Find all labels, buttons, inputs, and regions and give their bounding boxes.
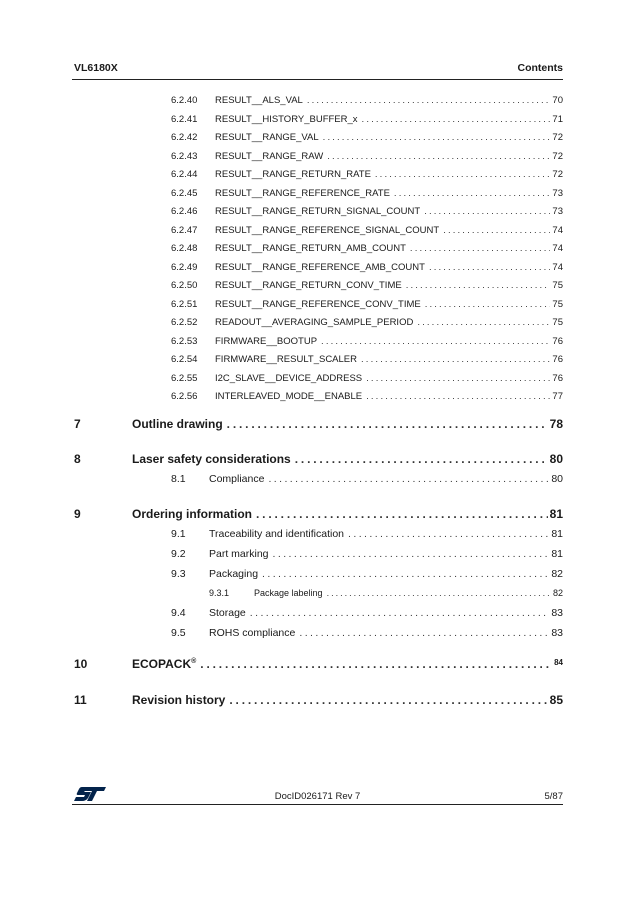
dot-leader [250,607,550,619]
header-divider [72,79,563,80]
toc-number: 6.2.45 [171,187,198,199]
toc-number: 6.2.52 [171,317,198,328]
toc-title [132,657,200,671]
toc-title: RESULT__ALS_VAL [215,95,303,106]
toc-title: Traceability and identification [209,528,345,540]
toc-page: 85 [549,693,563,707]
toc-number: 6.2.46 [171,206,198,217]
footer-divider [72,804,563,805]
toc-number: 9.2 [171,548,186,560]
dot-leader [362,114,551,125]
toc-page: 74 [552,243,563,254]
dot-leader [229,693,547,707]
dot-leader [417,317,550,328]
toc-entry[interactable] [171,188,563,202]
dot-leader [327,588,551,598]
dot-leader [307,95,551,106]
toc-chapter-8[interactable] [74,452,563,469]
dot-leader [375,169,551,180]
toc-page: 73 [552,206,563,217]
toc-title: Packaging [209,568,259,580]
toc-number: 9 [74,507,81,521]
dot-leader [366,391,550,402]
toc-page: 74 [552,261,563,273]
toc-number: 6.2.44 [171,169,198,180]
toc-entry[interactable] [171,280,563,294]
toc-number: 11 [74,693,87,707]
dot-leader [429,262,550,273]
dot-leader [200,657,552,671]
toc-title: FIRMWARE__RESULT_SCALER [215,354,358,365]
toc-title: I2C_SLAVE__DEVICE_ADDRESS [215,372,363,384]
toc-page: 76 [552,354,563,365]
toc-entry[interactable] [171,169,563,183]
toc-number: 6.2.56 [171,391,198,402]
toc-number: 6.2.47 [171,224,198,236]
toc-entry[interactable] [171,336,563,350]
toc-page: 83 [551,607,563,619]
dot-leader [227,417,548,431]
toc-number: 6.2.42 [171,132,198,143]
toc-entry[interactable] [171,206,563,220]
toc-title: Storage [209,607,246,619]
dot-leader [348,528,549,540]
dot-leader [299,627,549,639]
toc-page: 84 [554,658,563,667]
toc-page: 78 [549,417,563,431]
dot-leader [361,354,550,365]
toc-page: 72 [552,169,563,180]
document-id: DocID026171 Rev 7 [274,791,361,802]
toc-page: 70 [552,95,563,106]
toc-entry[interactable] [171,243,563,257]
dot-leader [366,373,550,384]
toc-number: 6.2.50 [171,280,198,291]
registered-mark: ® [191,658,197,665]
toc-entry[interactable] [171,373,563,387]
toc-page: 72 [552,150,563,162]
toc-page: 81 [551,548,563,560]
toc-number: 6.2.48 [171,243,198,254]
toc-title: Revision history [132,693,226,707]
toc-title: Ordering information [132,507,252,521]
toc-entry[interactable] [171,114,563,128]
toc-title: FIRMWARE__BOOTUP [215,335,318,347]
toc-number: 6.2.40 [171,95,198,106]
dot-leader [323,132,551,143]
toc-number: 9.1 [171,528,186,540]
toc-chapter-9[interactable] [74,507,563,524]
toc-page: 76 [552,372,563,384]
toc-chapter-7[interactable] [74,417,563,434]
dot-leader [443,225,550,236]
toc-title: RESULT__RANGE_RETURN_SIGNAL_COUNT [215,206,421,217]
toc-page: 80 [551,473,563,485]
toc-entry[interactable] [171,299,563,313]
toc-page: 81 [551,528,563,540]
toc-number: 10 [74,657,88,671]
dot-leader [321,336,550,347]
toc-title: INTERLEAVED_MODE__ENABLE [215,391,363,402]
toc-title: RESULT__RANGE_RAW [215,150,324,162]
toc-section-9-1[interactable] [171,528,563,543]
section-name: Contents [517,62,563,74]
toc-chapter-10[interactable] [74,657,563,674]
toc-number: 9.5 [171,627,186,639]
toc-number: 6.2.43 [171,150,198,162]
toc-entry[interactable] [171,262,563,276]
toc-page: 73 [552,187,563,199]
toc-title: Outline drawing [132,417,223,431]
toc-title: RESULT__RANGE_RETURN_AMB_COUNT [215,243,406,254]
toc-entry[interactable] [171,391,563,405]
toc-page: 75 [552,298,563,310]
toc-title: RESULT__HISTORY_BUFFER_x [215,113,358,125]
dot-leader [410,243,551,254]
toc-number: 9.4 [171,607,186,619]
toc-title: RESULT__RANGE_REFERENCE_RATE [215,187,390,199]
toc-title: Laser safety considerations [132,452,291,466]
toc-number: 9.3.1 [209,588,230,598]
toc-chapter-11[interactable] [74,693,563,710]
toc-number: 6.2.49 [171,261,198,273]
dot-leader [256,507,548,521]
toc-entry[interactable] [171,354,563,368]
toc-entry[interactable] [171,225,563,239]
dot-leader [394,188,551,199]
toc-number: 7 [74,417,81,431]
dot-leader [295,452,548,466]
toc-title: Part marking [209,548,269,560]
toc-page: 74 [552,224,563,236]
toc-title: RESULT__RANGE_REFERENCE_AMB_COUNT [215,261,425,273]
document-name: VL6180X [74,62,118,74]
toc-page: 75 [552,280,563,291]
dot-leader [406,280,551,291]
toc-title: RESULT__RANGE_RETURN_CONV_TIME [215,280,402,291]
toc-page: 71 [552,113,563,125]
toc-number: 6.2.55 [171,372,198,384]
dot-leader [424,206,550,217]
toc-number: 8 [74,452,81,466]
toc-page: 82 [552,588,563,598]
toc-number: 6.2.41 [171,113,198,125]
toc-number: 6.2.51 [171,298,198,310]
toc-number: 8.1 [171,473,186,485]
toc-title: RESULT__RANGE_REFERENCE_CONV_TIME [215,298,421,310]
dot-leader [327,151,550,162]
toc-title: RESULT__RANGE_VAL [215,132,319,143]
dot-leader [273,548,550,560]
toc-section-9-2[interactable] [171,548,563,563]
dot-leader [268,473,549,485]
toc-title-text: ECOPACK [132,657,192,671]
toc-page: 72 [552,132,563,143]
toc-entry[interactable] [171,132,563,146]
toc-title: READOUT__AVERAGING_SAMPLE_PERIOD [215,317,414,328]
toc-entry[interactable] [171,317,563,331]
page-indicator: 5/87 [544,791,563,802]
toc-section-8-1[interactable] [171,473,563,488]
toc-page: 80 [549,452,563,466]
toc-page: 81 [549,507,563,521]
toc-title: RESULT__RANGE_RETURN_RATE [215,169,371,180]
toc-section-9-5[interactable] [171,627,563,642]
toc-title: RESULT__RANGE_REFERENCE_SIGNAL_COUNT [215,224,440,236]
toc-entry[interactable] [171,95,563,109]
toc-page: 76 [552,335,563,347]
toc-number: 6.2.54 [171,354,198,365]
toc-section-9-3-1[interactable] [209,588,563,601]
toc-title: Package labeling [254,588,323,598]
toc-page: 77 [552,391,563,402]
toc-title: Compliance [209,473,265,485]
dot-leader [425,299,551,310]
toc-entry[interactable] [171,151,563,165]
toc-title: ROHS compliance [209,627,296,639]
dot-leader [262,568,549,580]
toc-number: 6.2.53 [171,335,198,347]
toc-section-9-4[interactable] [171,607,563,622]
toc-page: 75 [552,317,563,328]
toc-page: 82 [551,568,563,580]
toc-section-9-3[interactable] [171,568,563,583]
toc-number: 9.3 [171,568,186,580]
toc-page: 83 [551,627,563,639]
